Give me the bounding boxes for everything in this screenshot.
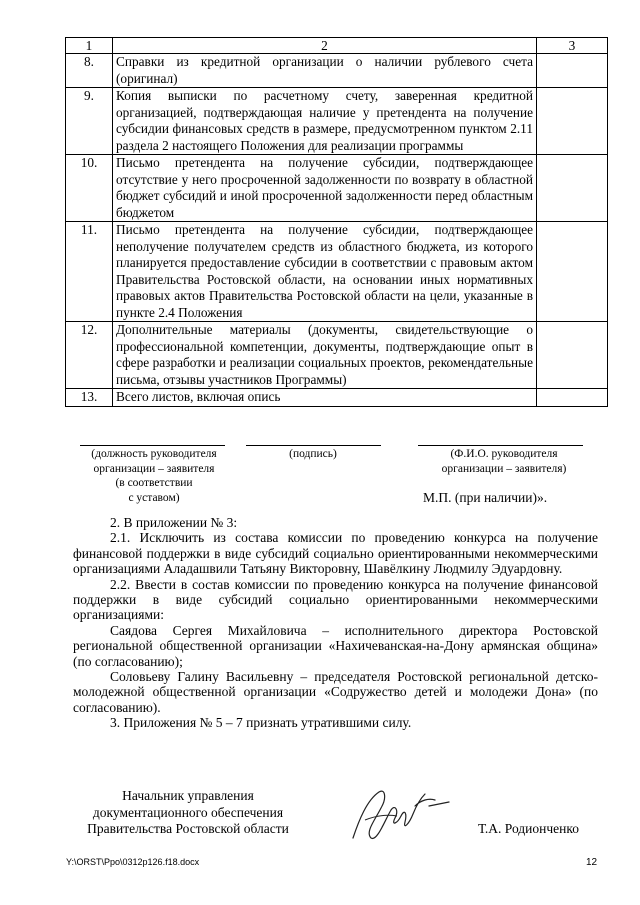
header-cell: 2 bbox=[113, 38, 537, 54]
row-number: 9. bbox=[66, 88, 113, 155]
row-number: 12. bbox=[66, 322, 113, 389]
position-caption: (должность руководителя организации – заявителя (в соответствии с уставом) bbox=[91, 448, 217, 504]
paragraph-member-2: Соловьеву Галину Васильевну – председателя Ростовской региональной детско-молодежной общественной организации «Содружество детей и молодежи Дона» (по согласованию). bbox=[73, 669, 598, 715]
row-text: Справки из кредитной организации о наличии рублевого счета (оригинал) bbox=[113, 54, 537, 88]
paragraph-member-1: Саядова Сергея Михайловича – исполнительного директора Ростовской региональной общественной организации «Нахичеванская-на-Дону армянская община» (по согласованию); bbox=[73, 622, 598, 669]
row-text: Письмо претендента на получение субсидии, подтверждающее отсутствие у него просроченной задолженности по возврату в областной бюджет субсидий и иной просроченной задолженности перед областным бюджетом bbox=[113, 155, 537, 222]
stamp-note: М.П. (при наличии)». bbox=[423, 490, 548, 505]
signatory-name: Т.А. Родионченко bbox=[478, 821, 579, 836]
file-path: Y:\ORST\Ppo\0312p126.f18.docx bbox=[66, 857, 200, 867]
amendment-text bbox=[73, 515, 598, 731]
handwritten-signature bbox=[345, 780, 455, 850]
row-mark-cell bbox=[537, 54, 608, 88]
row-mark-cell bbox=[537, 155, 608, 222]
paragraph-item-2: 2. В приложении № 3: bbox=[110, 515, 238, 530]
row-mark-cell bbox=[537, 222, 608, 322]
page-number: 12 bbox=[586, 857, 598, 868]
row-text: Копия выписки по расчетному счету, заверенная кредитной организацией, подтверждающая наличие у претендента на получение субсидии финансовых средств в размере, предусмотренном пунктом 2.11 раздела 2 настоящего Положения для реализации программы bbox=[113, 88, 537, 155]
row-number: 8. bbox=[66, 54, 113, 88]
row-text: Всего листов, включая опись bbox=[113, 389, 537, 407]
table-row bbox=[66, 389, 608, 407]
table-row bbox=[66, 222, 608, 322]
table-row bbox=[66, 88, 608, 155]
row-number: 13. bbox=[66, 389, 113, 407]
header-cell: 3 bbox=[537, 38, 608, 54]
row-mark-cell bbox=[537, 88, 608, 155]
signatory-position: Начальник управления документационного обеспечения Правительства Ростовской области bbox=[87, 788, 289, 836]
table-row bbox=[66, 54, 608, 88]
header-cell: 1 bbox=[66, 38, 113, 54]
table-row bbox=[66, 322, 608, 389]
row-mark-cell bbox=[537, 322, 608, 389]
paragraph-item-2-2: 2.2. Ввести в состав комиссии по проведению конкурса на получение финансовой поддержки в виде субсидий социально ориентированными некоммерческими организациями: bbox=[73, 576, 598, 623]
paragraph-item-3: 3. Приложения № 5 – 7 признать утратившими силу. bbox=[110, 715, 412, 731]
fio-caption: (Ф.И.О. руководителя организации – заявителя) bbox=[441, 448, 567, 475]
fio-signature-line bbox=[418, 445, 583, 446]
row-number: 10. bbox=[66, 155, 113, 222]
row-mark-cell bbox=[537, 389, 608, 407]
row-text: Письмо претендента на получение субсидии, подтверждающее неполучение получателем средств из областного бюджета, из которого планируется предоставление субсидии в соответствии с правовым актом Правительства Ростовской области, на основании иных нормативных правовых актов Правительства Ростовской области на цели, указанные в пункте 2.4 Положения bbox=[113, 222, 537, 322]
documents-table bbox=[65, 37, 608, 407]
signature-caption: (подпись) bbox=[289, 448, 337, 460]
paragraph-item-2-1: 2.1. Исключить из состава комиссии по проведению конкурса на получение финансовой поддержки в виде субсидий социально ориентированными некоммерческими организациями Аладашвили Татьяну Викторовну, Шавёлкину Людмилу Эдуардовну. bbox=[73, 530, 598, 577]
signature-line bbox=[246, 445, 381, 446]
table-row bbox=[66, 155, 608, 222]
table-header-row bbox=[66, 38, 608, 54]
position-signature-line bbox=[80, 445, 225, 446]
row-number: 11. bbox=[66, 222, 113, 322]
row-text: Дополнительные материалы (документы, свидетельствующие о профессиональной компетенции, документы, подтверждающие опыт в сфере разработки и реализации социальных проектов, рекомендательные письма, отзывы участников Программы) bbox=[113, 322, 537, 389]
